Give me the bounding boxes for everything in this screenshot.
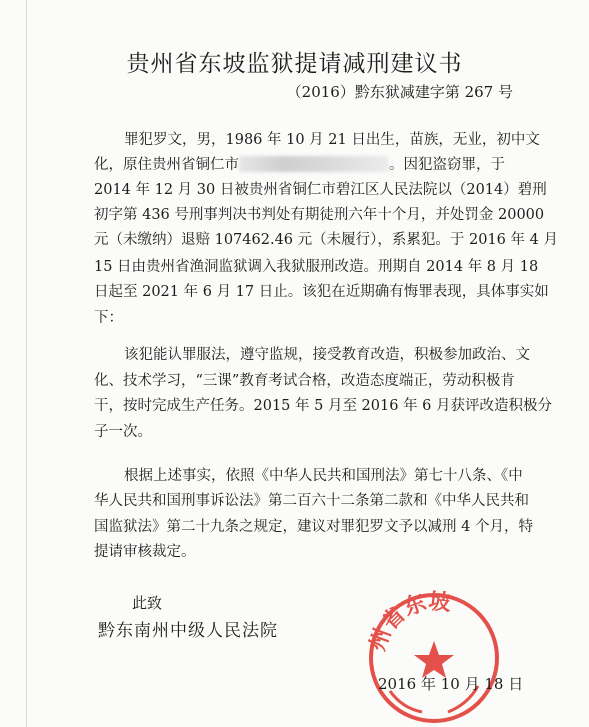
paragraph-line: 15 日由贵州省渔洞监狱调入我狱服刑改造。刑期自 2014 年 8 月 18 [94, 259, 539, 275]
svg-text:州省东坡 [364, 588, 452, 654]
paragraph-line: 日起至 2021 年 6 月 17 日止。该犯在近期确有悔罪表现，具体事实如 [94, 284, 549, 300]
paragraph-line: 干，按时完成生产任务。2015 年 5 月至 2016 年 6 月获评改造积极分 [94, 398, 553, 414]
paragraph-line: 子一次。 [94, 424, 152, 440]
paragraph-line: 罪犯罗文，男，1986 年 10 月 21 日出生，苗族，无业，初中文 [124, 132, 540, 148]
recipient-court: 黔东南州中级人民法院 [98, 621, 278, 641]
document-date: 2016 年 10 月 18 日 [378, 675, 524, 693]
seal-text: 州省东坡 [364, 588, 452, 655]
paragraph-line: 提请审核裁定。 [94, 544, 196, 560]
paragraph-line [94, 155, 505, 175]
paragraph-line: 根据上述事实，依照《中华人民共和国刑法》第七十八条、《中 [124, 468, 523, 484]
paragraph-line: 下： [94, 310, 123, 326]
paragraph-line: 该犯能认罪服法，遵守监规，接受教育改造，积极参加政治、文 [124, 347, 530, 363]
paragraph-line: 初字第 436 号刑事判决书判处有期徒刑六年十个月，并处罚金 20000 [94, 207, 545, 223]
redacted-address [239, 156, 389, 172]
document-number: （2016）黔东狱减建字第 267 号 [286, 83, 513, 101]
closing-salutation: 此致 [132, 594, 163, 612]
official-seal-icon [362, 586, 502, 726]
scan-edge-line [26, 0, 27, 727]
paragraph-text: 化，原住贵州省铜仁市 [94, 157, 239, 173]
document-title: 贵州省东坡监狱提请减刑建议书 [126, 51, 463, 77]
paragraph-line: 国监狱法》第二十九条之规定，建议对罪犯罗文予以减刑 4 个月，特 [94, 519, 533, 535]
paragraph-text: 。因犯盗窃罪，于 [389, 157, 505, 173]
paragraph-line: 化、技术学习，“三课”教育考试合格，改造态度端正，劳动积极肯 [94, 373, 515, 389]
paragraph-line: 元（未缴纳）退赔 107462.46 元（未履行），系累犯。于 2016 年 4 月 [94, 232, 558, 248]
paragraph-line: 2014 年 12 月 30 日被贵州省铜仁市碧江区人民法院以（2014）碧刑 [94, 182, 547, 198]
paragraph-line: 华人民共和国刑事诉讼法》第二百六十二条第二款和《中华人民共和 [94, 493, 529, 509]
